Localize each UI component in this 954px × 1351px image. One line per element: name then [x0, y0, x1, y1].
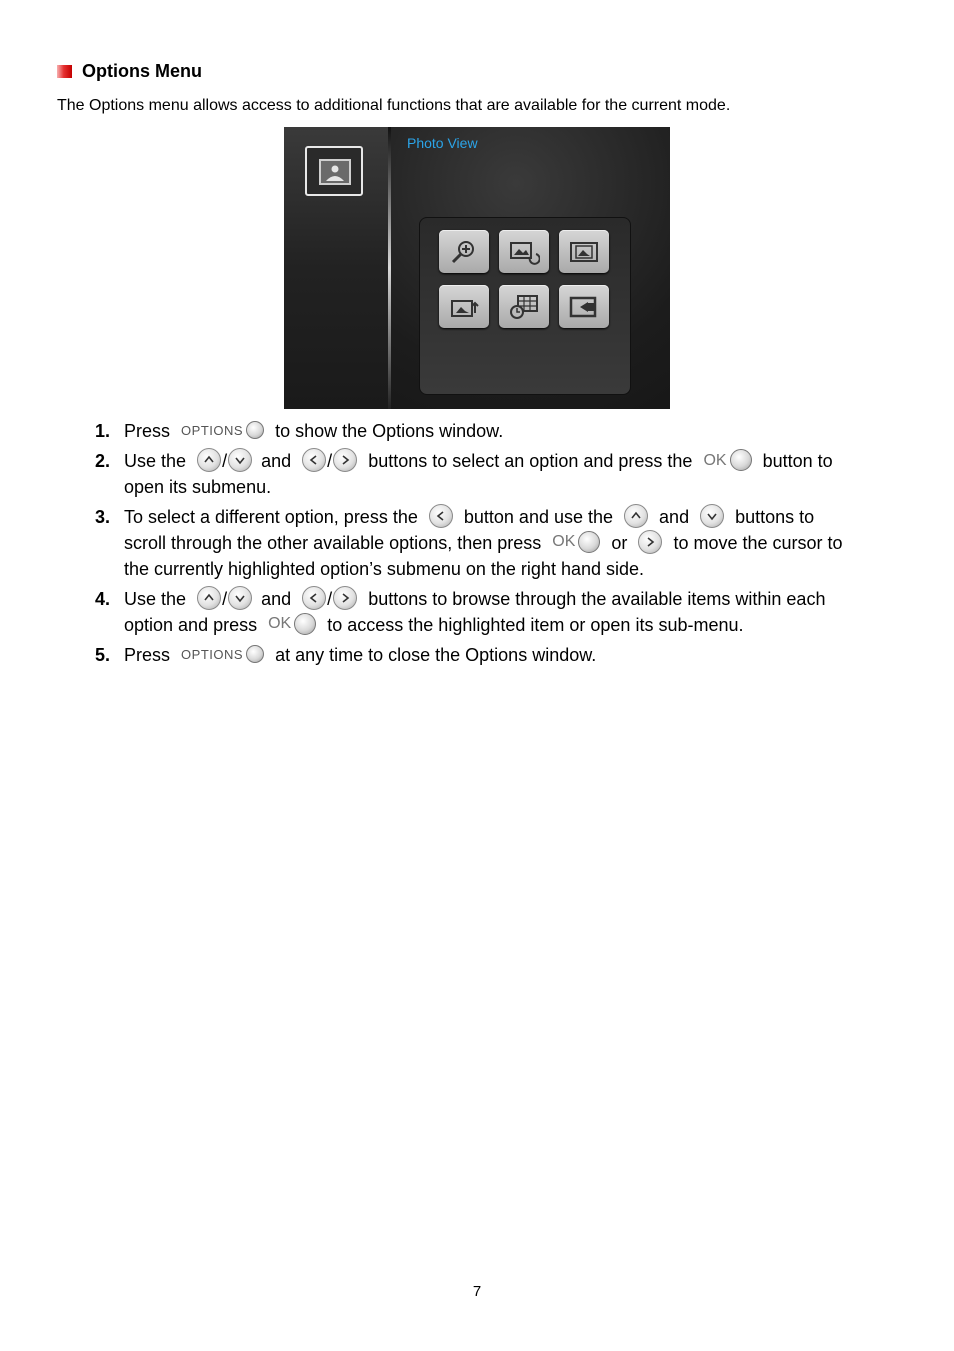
- step-text: Use the: [124, 451, 187, 471]
- left-arrow-icon: [302, 448, 326, 472]
- step-text: Press: [124, 421, 171, 441]
- intro-paragraph: The Options menu allows access to additional functions that are available for the current mode.: [57, 97, 731, 114]
- up-arrow-icon: [624, 504, 648, 528]
- step-text: Press: [124, 645, 171, 665]
- step-text: To select a different option, press the: [124, 507, 418, 527]
- options-button-icon: OPTIONS: [181, 418, 264, 444]
- zoom-icon[interactable]: [439, 230, 489, 273]
- step-text: button and use the: [463, 507, 614, 527]
- calendar-clock-icon[interactable]: [499, 285, 549, 328]
- up-arrow-icon: [197, 586, 221, 610]
- options-panel: [419, 217, 631, 395]
- step-text: at any time to close the Options window.: [275, 645, 597, 665]
- exit-icon[interactable]: [559, 285, 609, 328]
- step-text: option and press: [124, 614, 258, 635]
- rotate-photo-icon[interactable]: [499, 230, 549, 273]
- ok-button-icon: OK: [703, 448, 751, 474]
- down-arrow-icon: [228, 448, 252, 472]
- ok-button-icon: OK: [268, 611, 316, 637]
- down-arrow-icon: [700, 504, 724, 528]
- slideshow-icon[interactable]: [559, 230, 609, 273]
- step-number: 2.: [95, 451, 111, 471]
- right-arrow-icon: [638, 530, 662, 554]
- down-arrow-icon: [228, 586, 252, 610]
- step-text: the currently highlighted option’s submenu on the right hand side.: [124, 558, 645, 579]
- step-text: and: [659, 507, 690, 527]
- red-bullet-icon: [57, 65, 72, 78]
- ok-button-icon: OK: [552, 529, 600, 555]
- step-text: buttons to: [735, 507, 815, 527]
- edit-photo-icon[interactable]: [439, 285, 489, 328]
- step-text: to access the highlighted item or open its sub-menu.: [327, 614, 744, 635]
- step-text: open its submenu.: [124, 477, 272, 497]
- step-number: 3.: [95, 507, 111, 527]
- section-heading: [57, 61, 202, 82]
- options-menu-screenshot: [284, 127, 670, 409]
- step-text: scroll through the other available options, then press: [124, 532, 542, 553]
- screen-title: Photo View: [407, 135, 478, 151]
- left-arrow-icon: [429, 504, 453, 528]
- step-text: or: [611, 532, 628, 553]
- step-number: 1.: [95, 421, 111, 441]
- left-arrow-icon: [302, 586, 326, 610]
- up-arrow-icon: [197, 448, 221, 472]
- right-arrow-icon: [333, 586, 357, 610]
- step-text: buttons to browse through the available items within each: [368, 589, 826, 609]
- step-text: button to: [762, 451, 833, 471]
- step-number: 5.: [95, 645, 111, 665]
- step-text: and: [261, 451, 292, 471]
- step-text: Use the: [124, 589, 187, 609]
- step-text: to show the Options window.: [275, 421, 504, 441]
- options-button-icon: OPTIONS: [181, 642, 264, 668]
- right-arrow-icon: [333, 448, 357, 472]
- step-text: buttons to select an option and press the: [368, 451, 693, 471]
- sidebar-divider: [388, 127, 391, 409]
- step-number: 4.: [95, 589, 111, 609]
- page-number: 7: [472, 1283, 482, 1300]
- step-text: and: [261, 589, 292, 609]
- step-text: to move the cursor to: [673, 532, 843, 553]
- photo-mode-icon: [305, 146, 363, 196]
- section-title: Options Menu: [82, 61, 202, 81]
